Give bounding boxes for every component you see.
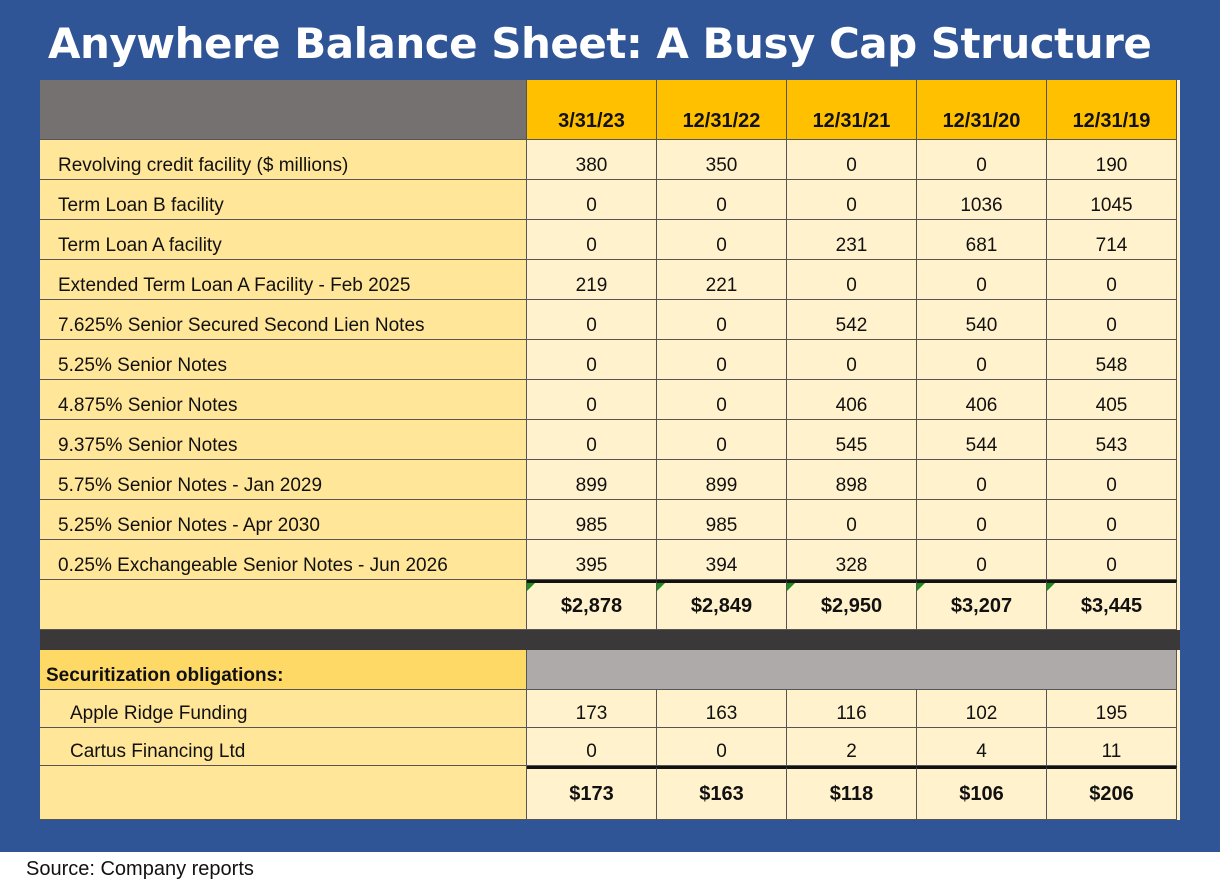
row-label: 5.25% Senior Notes - Apr 2030 [40,500,527,540]
data-cell: 0 [787,180,917,220]
cap-structure-table [40,80,1180,820]
data-cell: 190 [1047,140,1177,180]
total-label-blank [40,766,527,820]
data-cell: 405 [1047,380,1177,420]
data-cell: 231 [787,220,917,260]
data-cell: 395 [527,540,657,580]
total-cell: $2,950 [787,580,917,630]
row-label: Extended Term Loan A Facility - Feb 2025 [40,260,527,300]
data-cell: 221 [657,260,787,300]
data-cell: 548 [1047,340,1177,380]
data-cell: 544 [917,420,1047,460]
data-cell: 714 [1047,220,1177,260]
data-cell: 116 [787,690,917,728]
source-note: Source: Company reports [26,858,254,880]
data-cell: 1036 [917,180,1047,220]
data-cell: 102 [917,690,1047,728]
total-cell: $2,849 [657,580,787,630]
data-cell: 173 [527,690,657,728]
data-cell: 0 [917,500,1047,540]
data-cell: 0 [917,140,1047,180]
row-label: 7.625% Senior Secured Second Lien Notes [40,300,527,340]
total-cell: $118 [787,766,917,820]
data-cell: 681 [917,220,1047,260]
total-cell: $206 [1047,766,1177,820]
data-cell: 4 [917,728,1047,766]
data-cell: 0 [657,220,787,260]
data-cell: 0 [527,180,657,220]
total-cell: $3,445 [1047,580,1177,630]
data-cell: 899 [527,460,657,500]
data-cell: 0 [917,540,1047,580]
data-cell: 542 [787,300,917,340]
row-label: Apple Ridge Funding [40,690,527,728]
section-divider [40,630,1180,650]
data-cell: 0 [1047,300,1177,340]
data-cell: 2 [787,728,917,766]
data-cell: 0 [1047,500,1177,540]
data-cell: 0 [657,180,787,220]
data-cell: 985 [657,500,787,540]
total-label-blank [40,580,527,630]
row-label: 5.75% Senior Notes - Jan 2029 [40,460,527,500]
data-cell: 543 [1047,420,1177,460]
total-cell: $3,207 [917,580,1047,630]
data-cell: 898 [787,460,917,500]
data-cell: 0 [917,460,1047,500]
row-label: 0.25% Exchangeable Senior Notes - Jun 2026 [40,540,527,580]
data-cell: 0 [787,340,917,380]
formula-indicator [527,583,535,591]
total-cell: $173 [527,766,657,820]
data-cell: 163 [657,690,787,728]
data-cell: 0 [527,220,657,260]
data-cell: 0 [527,380,657,420]
data-cell: 0 [657,420,787,460]
column-header: 12/31/19 [1047,80,1177,140]
row-label: 4.875% Senior Notes [40,380,527,420]
total-cell: $106 [917,766,1047,820]
data-cell: 540 [917,300,1047,340]
data-cell: 380 [527,140,657,180]
data-cell: 0 [1047,540,1177,580]
formula-indicator [787,583,795,591]
header-corner [40,80,527,140]
formula-indicator [657,583,665,591]
data-cell: 350 [657,140,787,180]
data-cell: 0 [1047,460,1177,500]
row-label: 5.25% Senior Notes [40,340,527,380]
page-title: Anywhere Balance Sheet: A Busy Cap Structure [48,19,1152,68]
row-label: Revolving credit facility ($ millions) [40,140,527,180]
total-cell: $2,878 [527,580,657,630]
data-cell: 1045 [1047,180,1177,220]
total-cell: $163 [657,766,787,820]
data-cell: 406 [787,380,917,420]
data-cell: 195 [1047,690,1177,728]
column-header: 3/31/23 [527,80,657,140]
formula-indicator [1047,583,1055,591]
data-cell: 0 [787,260,917,300]
data-cell: 985 [527,500,657,540]
row-label: Term Loan A facility [40,220,527,260]
data-cell: 0 [527,340,657,380]
data-cell: 0 [657,300,787,340]
data-cell: 394 [657,540,787,580]
data-cell: 406 [917,380,1047,420]
row-label: 9.375% Senior Notes [40,420,527,460]
formula-indicator [917,583,925,591]
data-cell: 328 [787,540,917,580]
data-cell: 0 [527,728,657,766]
data-cell: 219 [527,260,657,300]
data-cell: 0 [917,260,1047,300]
section-heading: Securitization obligations: [40,650,527,690]
data-cell: 545 [787,420,917,460]
data-cell: 0 [1047,260,1177,300]
data-cell: 0 [657,340,787,380]
data-cell: 0 [787,140,917,180]
row-label: Cartus Financing Ltd [40,728,527,766]
data-cell: 0 [787,500,917,540]
data-cell: 0 [657,728,787,766]
data-cell: 0 [527,420,657,460]
column-header: 12/31/22 [657,80,787,140]
data-cell: 0 [917,340,1047,380]
data-cell: 0 [657,380,787,420]
section-heading-fill [527,650,1177,690]
data-cell: 11 [1047,728,1177,766]
column-header: 12/31/21 [787,80,917,140]
row-label: Term Loan B facility [40,180,527,220]
data-cell: 0 [527,300,657,340]
column-header: 12/31/20 [917,80,1047,140]
data-cell: 899 [657,460,787,500]
